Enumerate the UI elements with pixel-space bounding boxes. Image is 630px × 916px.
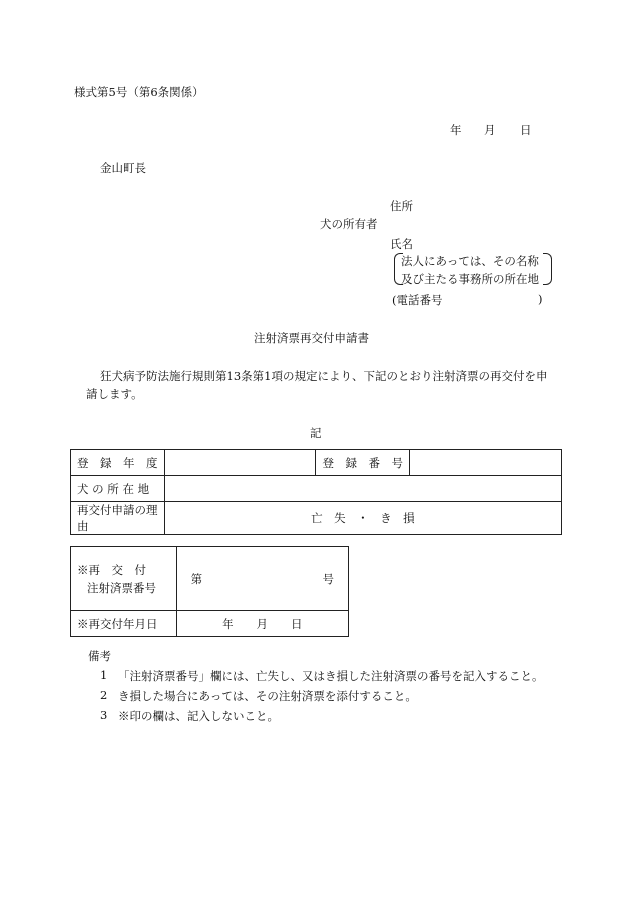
- registration-year-label: 登 録 年 度: [71, 450, 165, 476]
- remark-text-1: 「注射済票番号」欄には、亡失し、又はき損した注射済票の番号を記入すること。: [118, 669, 544, 683]
- phone-open: (電話番号: [392, 293, 443, 307]
- registration-year-field[interactable]: [164, 450, 316, 476]
- document-title: 注射済票再交付申請書: [254, 331, 369, 345]
- reissue-number-field[interactable]: [176, 547, 348, 611]
- date-day: 日: [520, 123, 532, 137]
- registration-number-field[interactable]: [410, 450, 562, 476]
- remark-num-3: 3: [100, 708, 108, 722]
- corporate-note-2: 及び主たる事務所の所在地: [401, 272, 539, 286]
- reissue-number-label-2: 注射済票番号: [87, 580, 156, 595]
- remark-text-2: き損した場合にあっては、その注射済票を添付すること。: [118, 689, 417, 703]
- address-label: 住所: [390, 199, 413, 213]
- name-label: 氏名: [390, 237, 413, 251]
- application-table: [70, 449, 562, 535]
- reason-label: 再交付申請の理由: [71, 502, 165, 535]
- go-label: 号: [322, 571, 334, 586]
- owner-label: 犬の所有者: [320, 217, 378, 231]
- date-year: 年: [450, 123, 462, 137]
- addressee: 金山町長: [100, 161, 146, 175]
- registration-number-label: 登 録 番 号: [316, 450, 410, 476]
- dai-label: 第: [190, 571, 203, 586]
- body-text-2: 請します。: [86, 387, 143, 401]
- remark-num-2: 2: [100, 688, 108, 702]
- reason-value: 亡 失 ・ き 損: [164, 502, 561, 535]
- form-number: 様式第5号（第6条関係）: [74, 85, 204, 99]
- reissue-number-label: [71, 547, 177, 611]
- remarks-heading: 備考: [88, 649, 111, 663]
- reissue-date-field[interactable]: 年 月 日: [176, 611, 348, 637]
- reissue-number-label-1: ※再 交 付: [77, 562, 146, 577]
- remark-num-1: 1: [100, 668, 108, 682]
- ki-heading: 記: [310, 426, 322, 440]
- dog-location-label: 犬 の 所 在 地: [71, 476, 165, 502]
- reissue-date-label: ※再交付年月日: [71, 611, 177, 637]
- right-bracket: [543, 253, 552, 285]
- dog-location-field[interactable]: [164, 476, 561, 502]
- corporate-note-1: 法人にあっては、その名称: [401, 254, 539, 268]
- office-use-table: [70, 546, 349, 637]
- date-month: 月: [484, 123, 496, 137]
- remark-text-3: ※印の欄は、記入しないこと。: [118, 709, 279, 723]
- phone-close: ): [538, 292, 543, 306]
- body-text-1: 狂犬病予防法施行規則第13条第1項の規定により、下記のとおり注射済票の再交付を申: [100, 369, 548, 383]
